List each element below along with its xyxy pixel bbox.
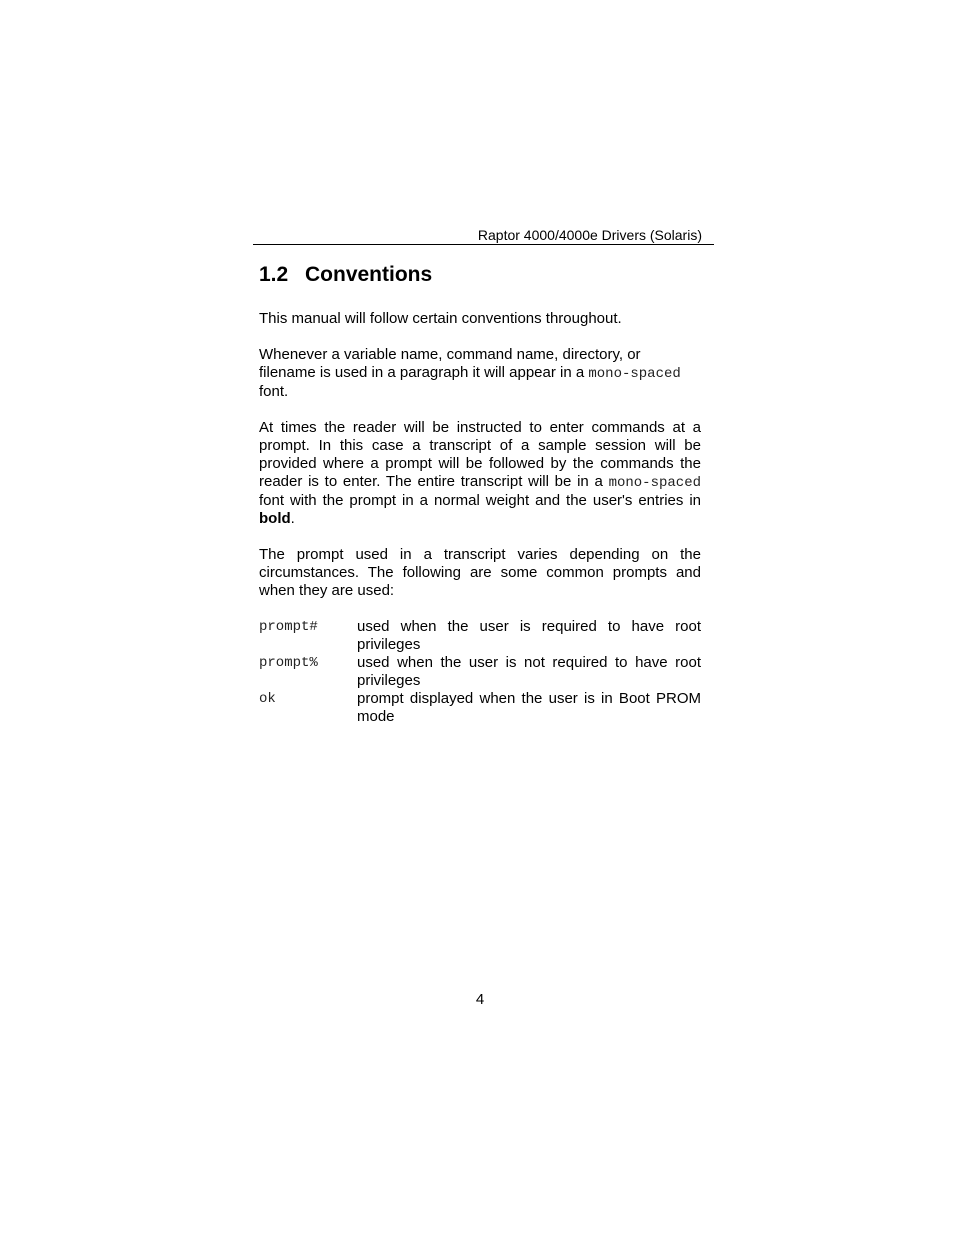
section-title (259, 262, 432, 288)
paragraph-text: At times the reader will be instructed to enter commands at a prompt. In this case a transcript of a sample session will be provided where a prompt will be followed by the commands the reader is to enter. The entire transcript will be in a (259, 419, 701, 490)
bold-example: bold (259, 510, 291, 527)
prompt-term: prompt# (259, 619, 318, 635)
mono-spaced-example: mono-spaced (588, 366, 681, 382)
paragraph-text: font. (259, 383, 289, 400)
prompt-description: prompt displayed when the user is in Boot PROM mode (357, 690, 701, 725)
paragraph-text: font with the prompt in a normal weight and the user's entries in (259, 492, 701, 509)
running-header: Raptor 4000/4000e Drivers (Solaris) (477, 227, 702, 243)
section-number: 1.2 (259, 263, 289, 286)
page-number: 4 (475, 991, 485, 1008)
paragraph-intro: This manual will follow certain conventions throughout. (259, 310, 622, 327)
mono-spaced-example: mono-spaced (608, 475, 701, 491)
paragraph-text: . (290, 510, 295, 527)
prompt-term: ok (259, 691, 276, 707)
paragraph-text: Whenever a variable name, command name, directory, or filename is used in a paragraph it will appear in a (259, 346, 641, 381)
section-title-text: Conventions (305, 263, 433, 286)
prompt-list (259, 618, 701, 726)
prompt-row (259, 690, 701, 726)
prompt-row (259, 654, 701, 690)
prompt-description: used when the user is required to have root privileges (357, 618, 701, 653)
paragraph-transcript-convention (259, 419, 701, 528)
prompt-description: used when the user is not required to have root privileges (357, 654, 701, 689)
paragraph-mono-convention (259, 346, 701, 401)
prompt-row (259, 618, 701, 654)
body-content (259, 310, 701, 726)
header-rule (253, 244, 714, 245)
paragraph-prompts-intro: The prompt used in a transcript varies depending on the circumstances. The following are some common prompts and when they are used: (259, 546, 701, 599)
prompt-term: prompt% (259, 655, 318, 671)
